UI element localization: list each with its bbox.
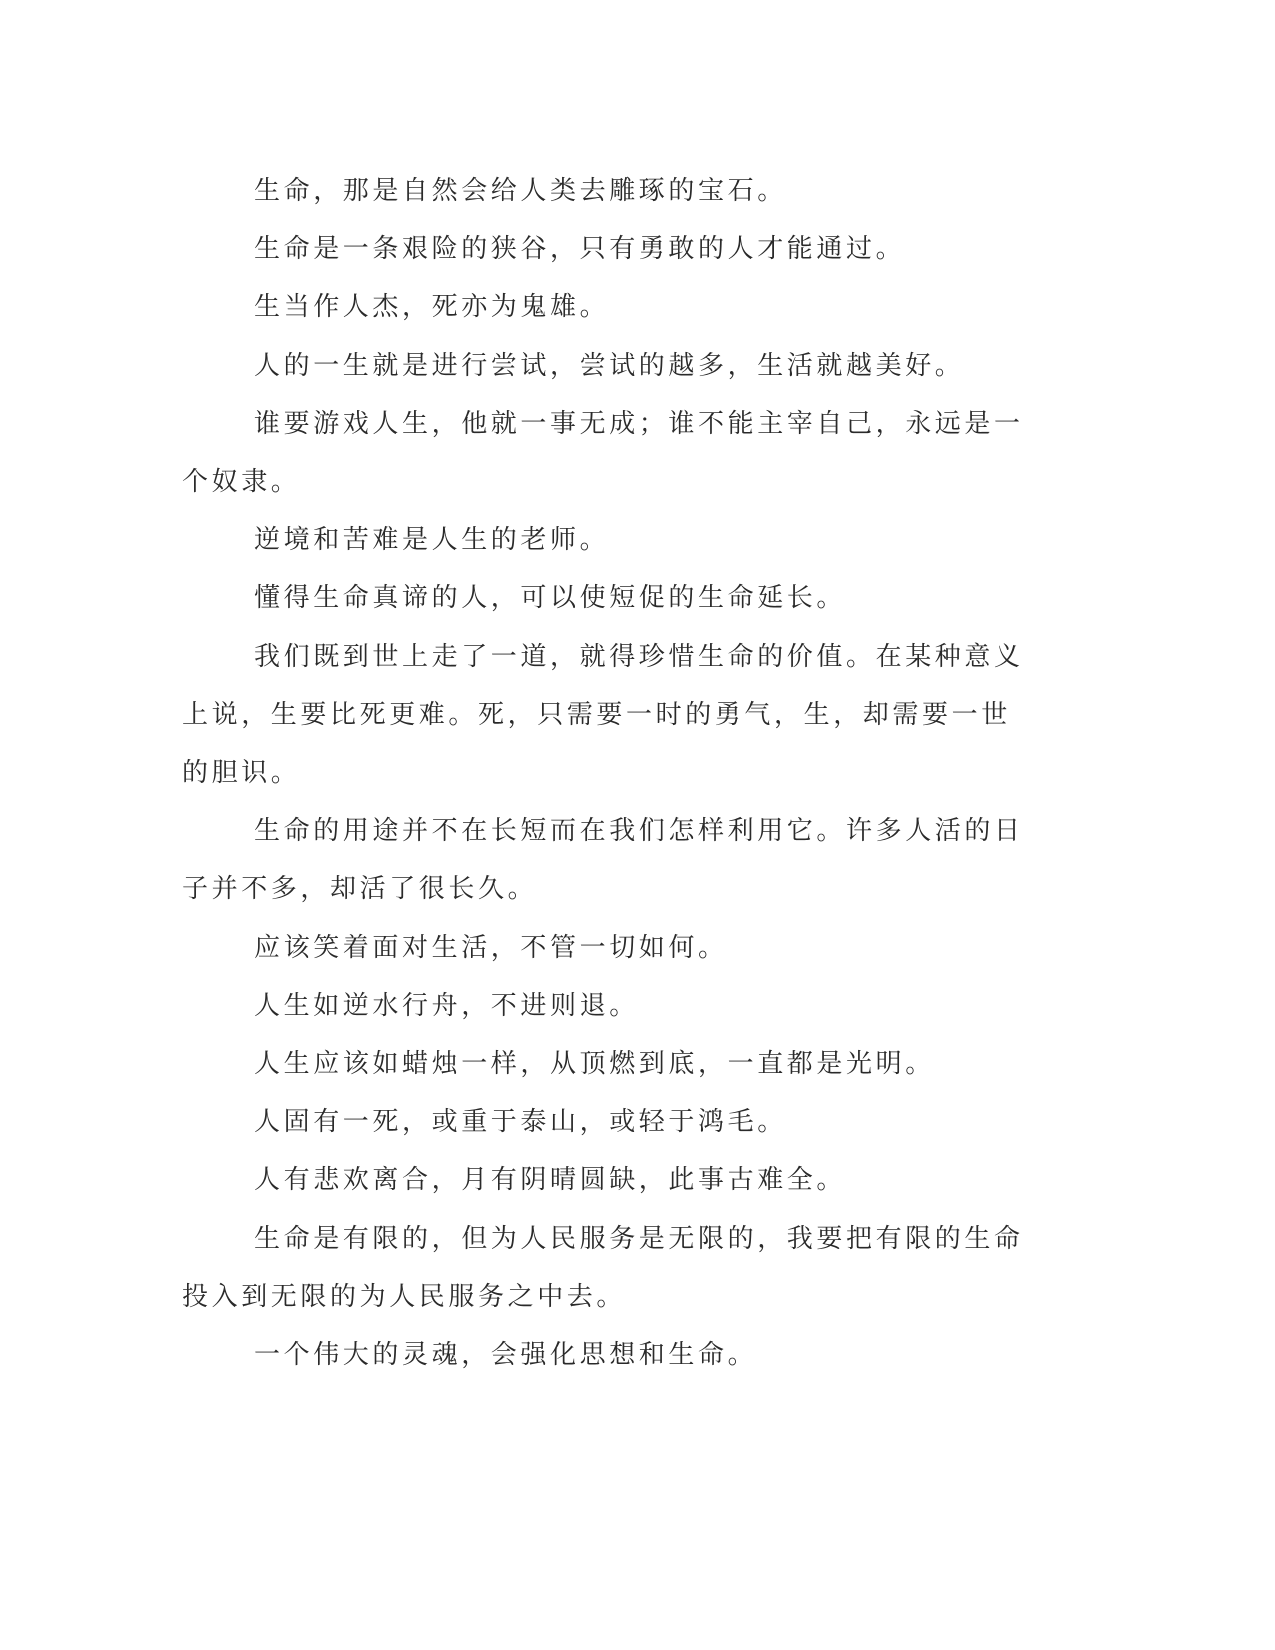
- paragraph-line: 应该笑着面对生活，不管一切如何。: [254, 932, 728, 963]
- document-body: [182, 162, 1027, 1384]
- paragraph-line: 人生如逆水行舟，不进则退。: [254, 990, 639, 1021]
- paragraph-line: 一个伟大的灵魂，会强化思想和生命。: [254, 1340, 758, 1371]
- paragraph-line: 人的一生就是进行尝试，尝试的越多，生活就越美好。: [254, 350, 965, 381]
- paragraph: [182, 977, 1027, 1035]
- paragraph: [182, 628, 1027, 803]
- paragraph: [182, 395, 1027, 511]
- paragraph-line: 懂得生命真谛的人，可以使短促的生命延长。: [254, 583, 847, 614]
- paragraph-line: 谁要游戏人生，他就一事无成；谁不能主宰自己，永远是一个奴: [182, 408, 1024, 498]
- paragraph-line: 人固有一死，或重于泰山，或轻于鸿毛。: [254, 1107, 787, 1138]
- paragraph: [182, 278, 1027, 336]
- paragraph-line: ，生要比死更难。死，只需要一时的勇气，生，却需要一世的胆识。: [182, 699, 1011, 789]
- paragraph-line: 生命是有限的，但为人民服务是无限的，我要把有限的生命投入: [182, 1223, 1024, 1312]
- paragraph: [182, 220, 1027, 278]
- paragraph-line: 隶。: [241, 467, 301, 498]
- paragraph-line: 不多，却活了很长久。: [241, 874, 538, 905]
- paragraph-line: 生当作人杰，死亦为鬼雄。: [254, 292, 610, 323]
- paragraph: [182, 1035, 1027, 1093]
- paragraph-line: 生命是一条艰险的狭谷，只有勇敢的人才能通过。: [254, 234, 906, 265]
- paragraph: [182, 337, 1027, 395]
- paragraph: [182, 1151, 1027, 1209]
- paragraph: [182, 511, 1027, 569]
- paragraph: [182, 1326, 1027, 1384]
- paragraph-line: 我们既到世上走了一道，就得珍惜生命的价值。在某种意义上说: [182, 641, 1024, 730]
- paragraph-line: 人有悲欢离合，月有阴晴圆缺，此事古难全。: [254, 1165, 847, 1196]
- paragraph: [182, 1093, 1027, 1151]
- paragraph: [182, 919, 1027, 977]
- paragraph-line: 到无限的为人民服务之中去。: [241, 1281, 627, 1312]
- paragraph-line: 人生应该如蜡烛一样，从顶燃到底，一直都是光明。: [254, 1049, 935, 1080]
- paragraph: [182, 569, 1027, 627]
- paragraph: [182, 1210, 1027, 1326]
- paragraph-line: 逆境和苦难是人生的老师。: [254, 525, 610, 556]
- paragraph-line: 生命的用途并不在长短而在我们怎样利用它。许多人活的日子并: [182, 816, 1024, 905]
- paragraph: [182, 802, 1027, 918]
- paragraph: [182, 162, 1027, 220]
- paragraph-line: 生命，那是自然会给人类去雕琢的宝石。: [254, 176, 787, 206]
